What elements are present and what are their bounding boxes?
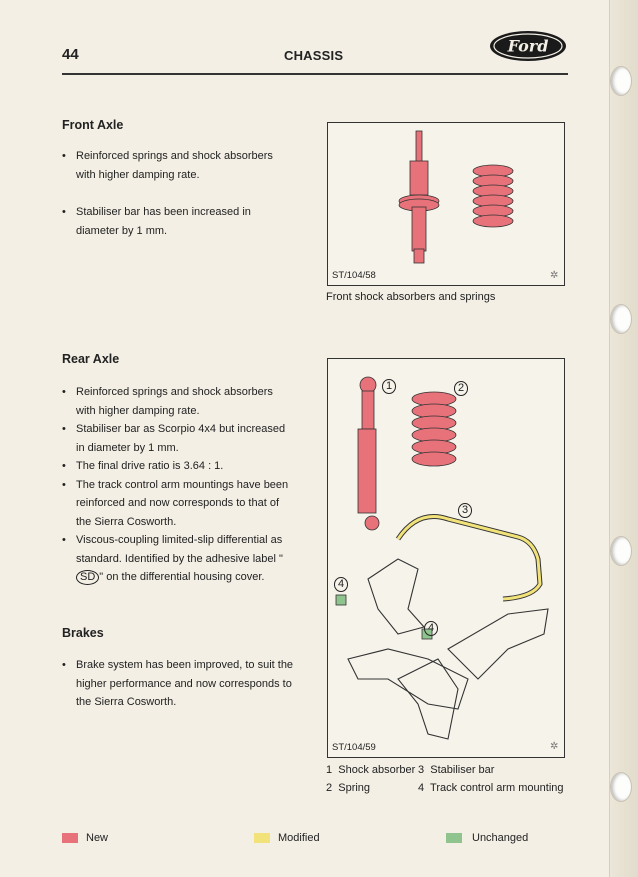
legend-swatch-new	[62, 833, 78, 843]
list-item: • Reinforced springs and shock absorbers with higher damping rate.	[62, 147, 294, 184]
callout-2: 2	[454, 381, 468, 396]
figure-ref: ST/104/58	[332, 270, 376, 281]
punch-hole	[610, 66, 632, 96]
rear-axle-heading: Rear Axle	[62, 352, 120, 366]
legend-new: New	[62, 832, 108, 844]
sd-label-badge: SD	[76, 570, 99, 585]
punch-hole	[610, 772, 632, 802]
brakes-list	[62, 656, 294, 712]
list-item: • Reinforced springs and shock absorbers with higher damping rate.	[62, 383, 294, 420]
callout-3: 3	[458, 503, 472, 518]
rear-figure	[327, 358, 565, 758]
legend-unchanged: Unchanged	[446, 832, 528, 844]
front-figure-caption: Front shock absorbers and springs	[326, 291, 496, 303]
page-number: 44	[62, 46, 79, 63]
figure-key-item: 2 Spring	[326, 782, 371, 794]
brakes-heading: Brakes	[62, 626, 104, 640]
svg-text:✲: ✲	[550, 270, 559, 281]
callout-4: 4	[334, 577, 348, 592]
front-axle-heading: Front Axle	[62, 118, 124, 132]
figure-key-item: 4 Track control arm mounting	[418, 782, 564, 794]
figure-key-item: 3 Stabiliser bar	[418, 764, 495, 776]
front-shock-spring-illustration	[328, 123, 564, 285]
rear-axle-list	[62, 383, 294, 587]
legend-swatch-modified	[254, 833, 270, 843]
list-item: • The track control arm mountings have been reinforced and now corresponds to that of the Sierra Cosworth.	[62, 476, 294, 532]
list-item: • The final drive ratio is 3.64 : 1.	[62, 457, 294, 476]
bullet-text: Viscous-coupling limited-slip differential as standard. Identified by the adhesive label "	[76, 534, 283, 565]
figure-key-item: 1 Shock absorber	[326, 764, 416, 776]
header-rule	[62, 73, 568, 75]
list-item: • Brake system has been improved, to suit the higher performance and now corresponds to the Sierra Cosworth.	[62, 656, 294, 712]
page-edge	[609, 0, 638, 877]
legend-modified: Modified	[254, 832, 320, 844]
front-axle-list	[62, 147, 294, 240]
legend-swatch-unchanged	[446, 833, 462, 843]
callout-1: 1	[382, 379, 396, 394]
chapter-title: CHASSIS	[284, 48, 344, 63]
front-figure	[327, 122, 565, 286]
logo-text: Ford	[507, 36, 549, 56]
figure-ref: ST/104/59	[332, 742, 376, 753]
punch-hole	[610, 304, 632, 334]
ford-logo	[489, 30, 567, 67]
bullet-text: " on the differential housing cover.	[99, 571, 265, 583]
callout-4-second: 4	[424, 621, 438, 636]
svg-text:✲: ✲	[550, 741, 559, 752]
rear-suspension-illustration	[328, 359, 564, 757]
list-item: • Stabiliser bar has been increased in diameter by 1 mm.	[62, 203, 294, 240]
punch-hole	[610, 536, 632, 566]
list-item: • Stabiliser bar as Scorpio 4x4 but increased in diameter by 1 mm.	[62, 420, 294, 457]
list-item	[62, 531, 294, 587]
